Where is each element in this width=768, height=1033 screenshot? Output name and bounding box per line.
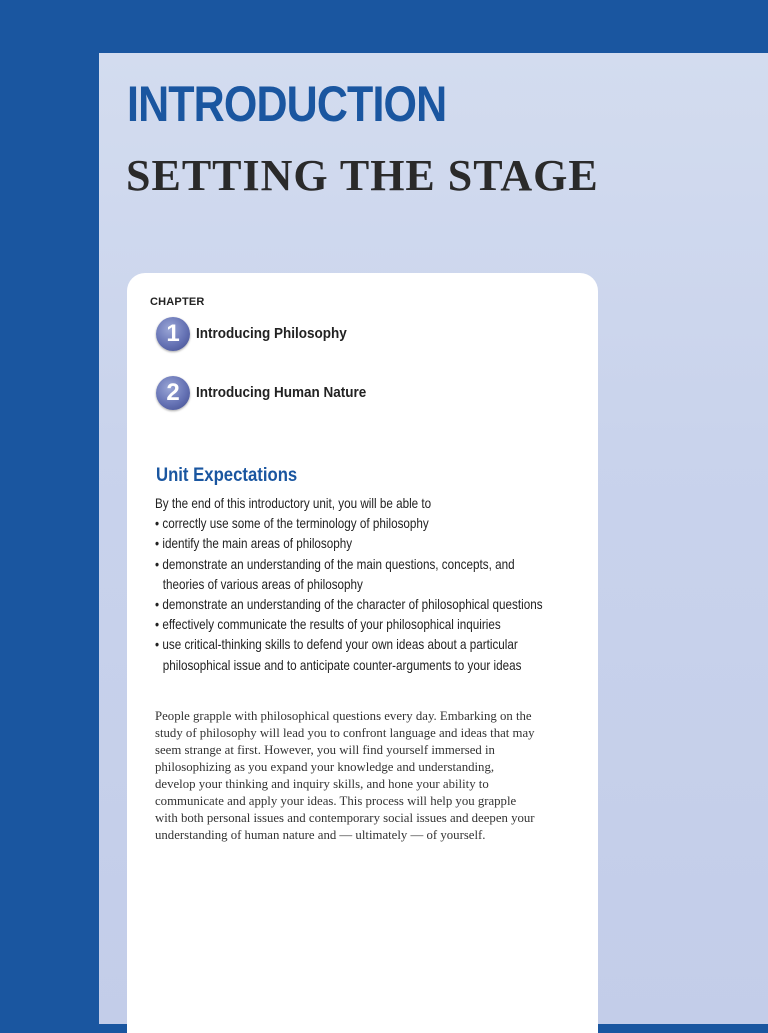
unit-subtitle: SETTING THE STAGE	[126, 151, 599, 200]
expectation-item: • use critical-thinking skills to defend your own ideas about a particular philosophical issue and to anticipate counter-arguments to your ideas	[155, 635, 559, 675]
chapter-number-badge: 2	[156, 376, 190, 410]
chapter-title: Introducing Philosophy	[196, 325, 347, 342]
unit-expectations-list	[155, 494, 559, 676]
chapter-number-badge: 1	[156, 317, 190, 351]
chapter-label: CHAPTER	[150, 296, 205, 308]
chapter-title: Introducing Human Nature	[196, 384, 367, 401]
expectation-item: • correctly use some of the terminology of philosophy	[155, 514, 559, 534]
intro-paragraph: People grapple with philosophical questions every day. Embarking on the study of philosophy will lead you to confront language and ideas that may seem strange at first. However, you will find yourself immersed in philosophizing as you expand your knowledge and understanding, develop your thinking and inquiry skills, and hone your ability to communicate and apply your ideas. This process will help you grapple with both personal issues and contemporary social issues and deepen your understanding of human nature and — ultimately — of yourself.	[155, 709, 535, 842]
unit-title: INTRODUCTION	[127, 76, 447, 132]
unit-expectations-heading: Unit Expectations	[156, 465, 298, 486]
unit-expectations-intro: By the end of this introductory unit, you will be able to	[155, 496, 432, 511]
expectation-item: • identify the main areas of philosophy	[155, 534, 559, 554]
expectation-item: • effectively communicate the results of your philosophical inquiries	[155, 615, 559, 635]
unit-overview-card	[127, 273, 598, 1033]
expectation-item: • demonstrate an understanding of the main questions, concepts, and theories of various areas of philosophy	[155, 555, 559, 595]
expectation-item: • demonstrate an understanding of the character of philosophical questions	[155, 595, 559, 615]
